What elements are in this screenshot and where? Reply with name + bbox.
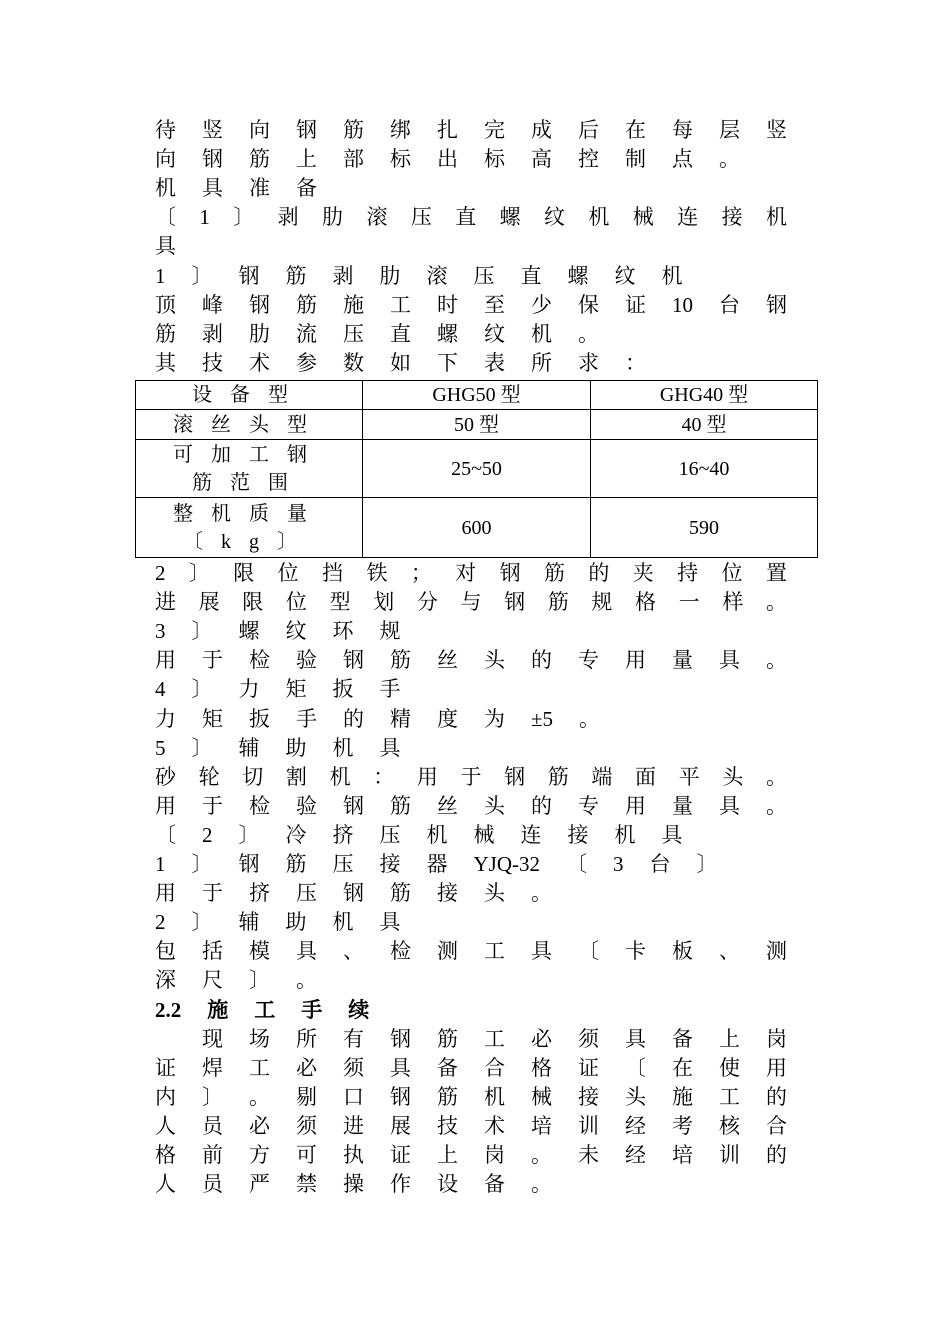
table-cell: 590: [591, 498, 818, 558]
text-line: 〔 1 〕 剥 肋 滚 压 直 螺 纹 机 械 连 接 机: [155, 205, 787, 230]
text-line: 用 于 挤 压 钢 筋 接 头 。: [155, 881, 552, 906]
text-line: 现 场 所 有 钢 筋 工 必 须 具 备 上 岗: [202, 1026, 787, 1051]
text-line: 格 前 方 可 执 证 上 岗 。 未 经 培 训 的: [155, 1143, 787, 1167]
text-line: 用 于 检 验 钢 筋 丝 头 的 专 用 量 具 。: [155, 648, 787, 673]
table-cell: 可加工钢 筋范围: [136, 440, 363, 498]
table-cell: 600: [363, 498, 591, 558]
text-line: 包 括 模 具 、 检 测 工 具 〔 卡 板 、 测: [155, 939, 787, 964]
text-line: 1 〕 钢 筋 剥 肋 滚 压 直 螺 纹 机: [155, 263, 683, 288]
text-line: 2 〕 辅 助 机 具: [155, 910, 401, 935]
text-line: 2 〕 限 位 挡 铁 ； 对 钢 筋 的 夹 持 位 置: [155, 561, 787, 585]
text-line: 用 于 检 验 钢 筋 丝 头 的 专 用 量 具 。: [155, 793, 787, 818]
table-header-cell: GHG40 型: [591, 381, 818, 410]
text-line: 5 〕 辅 助 机 具: [155, 735, 401, 760]
spec-table: [135, 380, 818, 558]
text-line: 内 〕 。 剔 口 钢 筋 机 械 接 头 施 工 的: [155, 1084, 787, 1109]
table-cell: 25~50: [363, 440, 591, 498]
text-line: 筋 剥 肋 流 压 直 螺 纹 机 。: [155, 321, 599, 346]
text-line: 力 矩 扳 手 的 精 度 为 ±5 。: [155, 706, 601, 731]
text-line: 向 钢 筋 上 部 标 出 标 高 控 制 点 。: [155, 147, 740, 172]
table-cell: 滚丝头型: [136, 410, 363, 440]
text-line: 待 竖 向 钢 筋 绑 扎 完 成 后 在 每 层 竖: [155, 118, 787, 142]
text-line: 人 员 严 禁 操 作 设 备 。: [155, 1172, 552, 1197]
text-line: 具: [155, 234, 176, 259]
text-line: 3 〕 螺 纹 环 规: [155, 619, 401, 644]
text-line: 顶 峰 钢 筋 施 工 时 至 少 保 证 10 台 钢: [155, 292, 787, 317]
text-line: 〔 2 〕 冷 挤 压 机 械 连 接 机 具: [155, 822, 683, 847]
text-line: 2.2 施 工 手 续: [155, 997, 370, 1022]
text-line: 4 〕 力 矩 扳 手: [155, 677, 401, 702]
table-header-cell: 设备型: [136, 381, 363, 410]
text-line: 人 员 必 须 进 展 技 术 培 训 经 考 核 合: [155, 1113, 787, 1138]
text-line: 其 技 术 参 数 如 下 表 所 求 ：: [155, 350, 646, 375]
table-row: [136, 440, 818, 498]
text-line: 深 尺 〕 。: [155, 968, 317, 993]
table-cell: 整机质量 〔kg〕: [136, 498, 363, 558]
table-cell: 50 型: [363, 410, 591, 440]
table-header-row: [136, 381, 818, 410]
table-header-cell: GHG50 型: [363, 381, 591, 410]
table-cell: 40 型: [591, 410, 818, 440]
table-row: [136, 498, 818, 558]
text-line: 证 焊 工 必 须 具 备 合 格 证 〔 在 使 用: [155, 1055, 787, 1080]
text-line: 机 具 准 备: [155, 176, 317, 201]
table-cell: 16~40: [591, 440, 818, 498]
text-line: 进 展 限 位 型 划 分 与 钢 筋 规 格 一 样 。: [155, 590, 787, 615]
text-line: 1 〕 钢 筋 压 接 器 YJQ-32 〔 3 台 〕: [155, 852, 718, 876]
table-row: [136, 410, 818, 440]
text-line: 砂 轮 切 割 机 ： 用 于 钢 筋 端 面 平 头 。: [155, 764, 787, 789]
